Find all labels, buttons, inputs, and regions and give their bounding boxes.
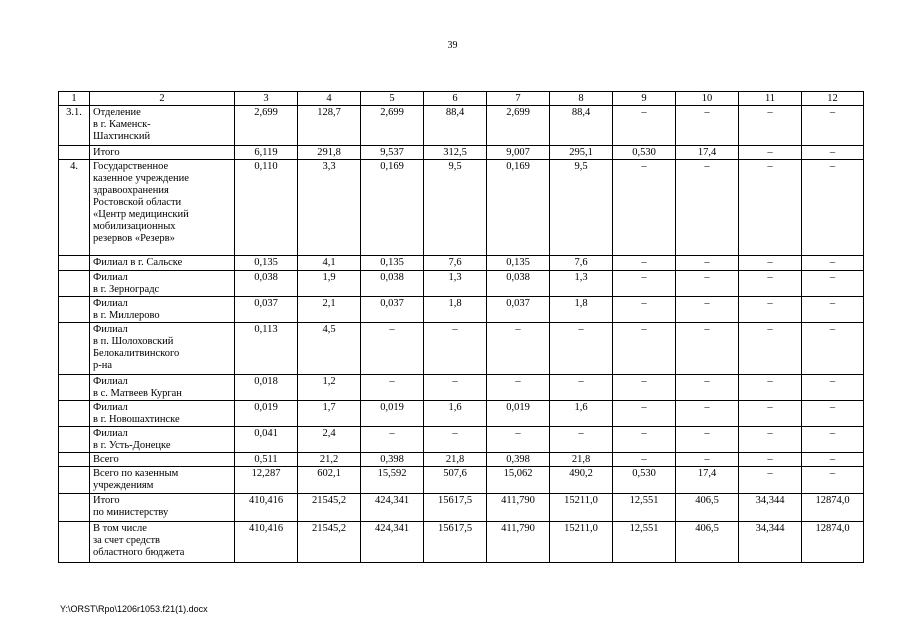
row-number-cell [59,522,90,563]
value-cell-col-7: – [487,323,550,375]
row-name-cell: Отделение в г. Каменск- Шахтинский [90,106,235,146]
value-cell-col-9: 0,530 [613,146,676,160]
value-cell-col-12: – [802,323,864,375]
value-cell-col-10: – [676,256,739,271]
value-cell-col-6: 1,8 [424,297,487,323]
value-cell-col-3: 2,699 [235,106,298,146]
value-cell-col-9: – [613,256,676,271]
value-cell-col-7: 15,062 [487,467,550,494]
value-cell-col-4: 21545,2 [298,494,361,522]
value-cell-col-12: – [802,271,864,297]
value-cell-col-7: 2,699 [487,106,550,146]
value-cell-col-9: – [613,375,676,401]
value-cell-col-9: – [613,106,676,146]
value-cell-col-5: 0,398 [361,453,424,467]
value-cell-col-5: 0,038 [361,271,424,297]
value-cell-col-11: – [739,271,802,297]
row-number-cell: 3.1. [59,106,90,146]
row-number-cell [59,375,90,401]
value-cell-col-4: 4,1 [298,256,361,271]
value-cell-col-8: – [550,323,613,375]
row-name-cell: Всего [90,453,235,467]
value-cell-col-8: 21,8 [550,453,613,467]
value-cell-col-7: 0,135 [487,256,550,271]
column-number-5: 5 [361,92,424,106]
value-cell-col-12: – [802,401,864,427]
table-row [59,271,864,297]
row-name-cell: Всего по казенным учреждениям [90,467,235,494]
table-row [59,401,864,427]
value-cell-col-10: – [676,427,739,453]
value-cell-col-6: 312,5 [424,146,487,160]
value-cell-col-12: – [802,467,864,494]
value-cell-col-8: 1,8 [550,297,613,323]
value-cell-col-12: – [802,256,864,271]
column-number-3: 3 [235,92,298,106]
value-cell-col-6: 1,3 [424,271,487,297]
value-cell-col-11: – [739,146,802,160]
value-cell-col-3: 0,135 [235,256,298,271]
value-cell-col-9: – [613,297,676,323]
column-number-2: 2 [90,92,235,106]
value-cell-col-6: – [424,375,487,401]
column-number-1: 1 [59,92,90,106]
value-cell-col-5: 2,699 [361,106,424,146]
value-cell-col-10: – [676,106,739,146]
value-cell-col-11: – [739,160,802,256]
value-cell-col-9: 12,551 [613,522,676,563]
row-number-cell [59,256,90,271]
row-number-cell [59,146,90,160]
column-number-9: 9 [613,92,676,106]
value-cell-col-12: – [802,453,864,467]
table-row [59,146,864,160]
value-cell-col-9: – [613,427,676,453]
value-cell-col-5: – [361,375,424,401]
value-cell-col-11: – [739,467,802,494]
row-number-cell [59,427,90,453]
value-cell-col-4: 21,2 [298,453,361,467]
value-cell-col-5: 9,537 [361,146,424,160]
value-cell-col-8: 1,3 [550,271,613,297]
value-cell-col-6: 9,5 [424,160,487,256]
row-number-cell [59,323,90,375]
value-cell-col-9: 0,530 [613,467,676,494]
value-cell-col-10: 406,5 [676,522,739,563]
value-cell-col-10: – [676,160,739,256]
budget-table [58,91,864,563]
column-number-11: 11 [739,92,802,106]
value-cell-col-4: 2,1 [298,297,361,323]
row-number-cell [59,467,90,494]
column-number-4: 4 [298,92,361,106]
value-cell-col-10: – [676,375,739,401]
table-row [59,297,864,323]
row-name-cell: Филиал в г. Усть-Донецке [90,427,235,453]
value-cell-col-8: 490,2 [550,467,613,494]
row-name-cell: Итого по министерству [90,494,235,522]
value-cell-col-6: 15617,5 [424,522,487,563]
value-cell-col-10: 17,4 [676,467,739,494]
value-cell-col-9: – [613,453,676,467]
table-row [59,467,864,494]
table-row [59,256,864,271]
value-cell-col-11: – [739,106,802,146]
value-cell-col-6: 1,6 [424,401,487,427]
value-cell-col-12: – [802,297,864,323]
value-cell-col-5: 0,135 [361,256,424,271]
value-cell-col-12: – [802,427,864,453]
row-number-cell [59,271,90,297]
value-cell-col-12: 12874,0 [802,522,864,563]
value-cell-col-4: 1,2 [298,375,361,401]
value-cell-col-12: – [802,375,864,401]
value-cell-col-7: 9,007 [487,146,550,160]
value-cell-col-3: 0,018 [235,375,298,401]
value-cell-col-11: – [739,427,802,453]
row-name-cell: Итого [90,146,235,160]
value-cell-col-10: – [676,297,739,323]
table-header-row [59,92,864,106]
value-cell-col-5: 0,019 [361,401,424,427]
value-cell-col-4: 4,5 [298,323,361,375]
value-cell-col-8: 15211,0 [550,494,613,522]
row-name-cell: Филиал в г. Сальске [90,256,235,271]
row-name-cell: Государственное казенное учреждение здравоохранения Ростовской области «Центр медицинский мобилизационных резервов «Резерв» [90,160,235,256]
value-cell-col-5: 0,037 [361,297,424,323]
value-cell-col-11: – [739,375,802,401]
value-cell-col-4: 3,3 [298,160,361,256]
value-cell-col-3: 0,511 [235,453,298,467]
value-cell-col-12: – [802,160,864,256]
value-cell-col-10: – [676,323,739,375]
value-cell-col-3: 12,287 [235,467,298,494]
value-cell-col-4: 1,9 [298,271,361,297]
value-cell-col-5: – [361,427,424,453]
value-cell-col-7: 411,790 [487,494,550,522]
row-number-cell: 4. [59,160,90,256]
table-row [59,494,864,522]
value-cell-col-3: 0,110 [235,160,298,256]
value-cell-col-8: – [550,427,613,453]
row-number-cell [59,453,90,467]
table-row [59,427,864,453]
value-cell-col-8: 9,5 [550,160,613,256]
value-cell-col-5: 0,169 [361,160,424,256]
value-cell-col-7: – [487,427,550,453]
value-cell-col-3: 0,041 [235,427,298,453]
value-cell-col-10: – [676,453,739,467]
value-cell-col-11: – [739,297,802,323]
value-cell-col-12: 12874,0 [802,494,864,522]
row-number-cell [59,297,90,323]
value-cell-col-11: 34,344 [739,494,802,522]
value-cell-col-6: 15617,5 [424,494,487,522]
value-cell-col-6: – [424,323,487,375]
value-cell-col-3: 0,038 [235,271,298,297]
value-cell-col-5: 15,592 [361,467,424,494]
row-name-cell: В том числе за счет средств областного бюджета [90,522,235,563]
value-cell-col-5: 424,341 [361,494,424,522]
value-cell-col-3: 0,037 [235,297,298,323]
value-cell-col-6: 21,8 [424,453,487,467]
value-cell-col-7: 0,169 [487,160,550,256]
value-cell-col-4: 21545,2 [298,522,361,563]
row-name-cell: Филиал в с. Матвеев Курган [90,375,235,401]
table-row [59,375,864,401]
value-cell-col-3: 0,019 [235,401,298,427]
row-name-cell: Филиал в г. Зерноградс [90,271,235,297]
table-row [59,453,864,467]
value-cell-col-10: 406,5 [676,494,739,522]
row-name-cell: Филиал в г. Миллерово [90,297,235,323]
row-name-cell: Филиал в г. Новошахтинске [90,401,235,427]
value-cell-col-6: 88,4 [424,106,487,146]
file-path-footer: Y:\ORST\Rpo\1206r1053.f21(1).docx [60,604,208,614]
value-cell-col-7: 0,019 [487,401,550,427]
value-cell-col-8: 1,6 [550,401,613,427]
value-cell-col-8: 7,6 [550,256,613,271]
value-cell-col-9: 12,551 [613,494,676,522]
value-cell-col-9: – [613,271,676,297]
value-cell-col-9: – [613,160,676,256]
value-cell-col-4: 128,7 [298,106,361,146]
value-cell-col-8: 15211,0 [550,522,613,563]
value-cell-col-6: 507,6 [424,467,487,494]
column-number-7: 7 [487,92,550,106]
value-cell-col-11: 34,344 [739,522,802,563]
value-cell-col-8: 88,4 [550,106,613,146]
column-number-8: 8 [550,92,613,106]
value-cell-col-3: 6,119 [235,146,298,160]
value-cell-col-7: 0,037 [487,297,550,323]
value-cell-col-10: 17,4 [676,146,739,160]
value-cell-col-3: 410,416 [235,494,298,522]
row-number-cell [59,401,90,427]
value-cell-col-10: – [676,401,739,427]
value-cell-col-12: – [802,106,864,146]
value-cell-col-4: 1,7 [298,401,361,427]
value-cell-col-9: – [613,401,676,427]
column-number-12: 12 [802,92,864,106]
value-cell-col-7: – [487,375,550,401]
value-cell-col-8: 295,1 [550,146,613,160]
value-cell-col-7: 0,038 [487,271,550,297]
value-cell-col-7: 0,398 [487,453,550,467]
table-row [59,522,864,563]
value-cell-col-3: 410,416 [235,522,298,563]
value-cell-col-11: – [739,256,802,271]
row-name-cell: Филиал в п. Шолоховский Белокалитвинского р-на [90,323,235,375]
value-cell-col-9: – [613,323,676,375]
value-cell-col-7: 411,790 [487,522,550,563]
value-cell-col-4: 602,1 [298,467,361,494]
column-number-10: 10 [676,92,739,106]
value-cell-col-10: – [676,271,739,297]
value-cell-col-11: – [739,453,802,467]
table-row [59,160,864,256]
value-cell-col-11: – [739,323,802,375]
table-row [59,323,864,375]
value-cell-col-6: 7,6 [424,256,487,271]
row-number-cell [59,494,90,522]
value-cell-col-3: 0,113 [235,323,298,375]
value-cell-col-4: 291,8 [298,146,361,160]
value-cell-col-6: – [424,427,487,453]
value-cell-col-12: – [802,146,864,160]
table-row [59,106,864,146]
column-number-6: 6 [424,92,487,106]
value-cell-col-5: – [361,323,424,375]
page-number: 39 [447,40,458,51]
value-cell-col-4: 2,4 [298,427,361,453]
value-cell-col-8: – [550,375,613,401]
value-cell-col-5: 424,341 [361,522,424,563]
value-cell-col-11: – [739,401,802,427]
